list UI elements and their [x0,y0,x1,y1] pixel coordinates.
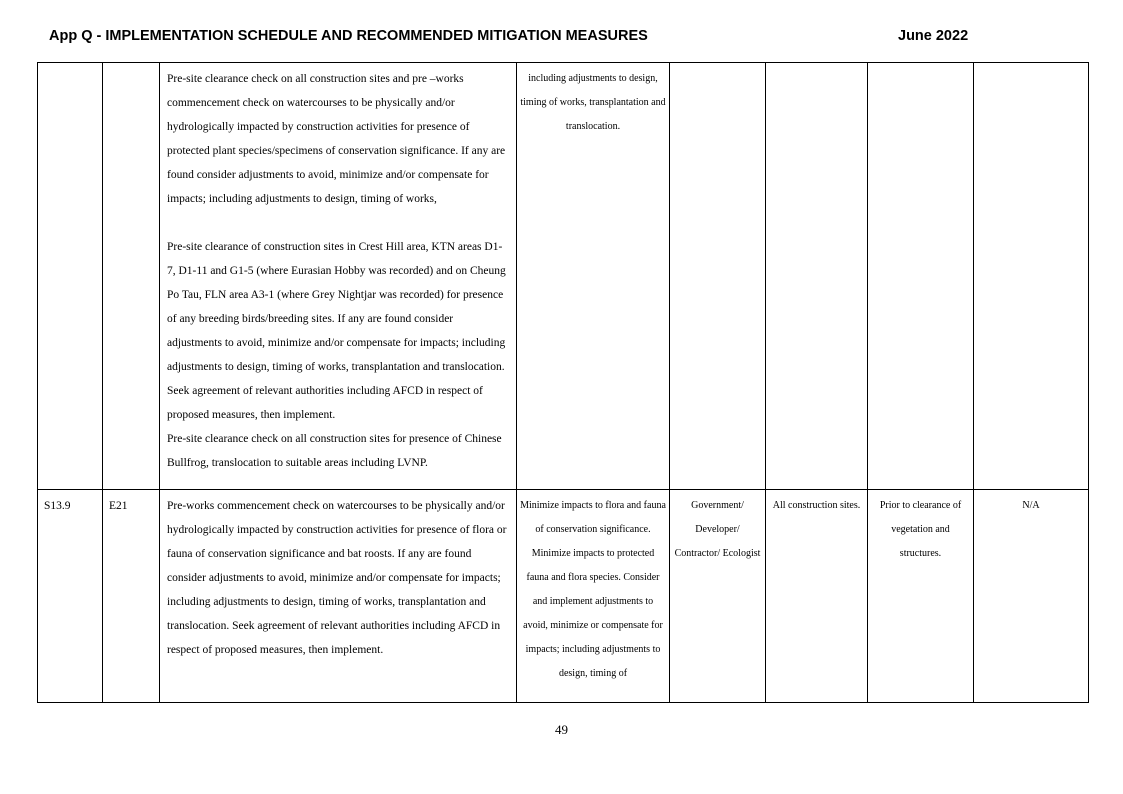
ref-cell: S13.9 [38,490,103,703]
requirements-cell [974,63,1089,490]
code-cell: E21 [103,490,160,703]
objective-cell: including adjustments to design, timing of works, transplantation and translocation. [517,63,670,490]
requirements-cell: N/A [974,490,1089,703]
timing-cell [868,63,974,490]
table-row [38,490,1089,703]
measures-cell [160,490,517,703]
measures-cell [160,63,517,490]
page-number: 49 [555,722,568,737]
code-cell [103,63,160,490]
location-cell: All construction sites. [766,490,868,703]
page-header-title: App Q - IMPLEMENTATION SCHEDULE AND RECOMMENDED MITIGATION MEASURES [49,28,648,44]
agent-cell: Government/ Developer/ Contractor/ Ecologist [670,490,766,703]
measure-paragraph: Pre-site clearance check on all construction sites for presence of Chinese Bullfrog, translocation to suitable areas including LVNP. [167,433,502,469]
agent-cell [670,63,766,490]
table-row [38,63,1089,490]
page-header-date: June 2022 [898,28,969,44]
mitigation-measures-table [37,62,1089,703]
objective-cell: Minimize impacts to flora and fauna of conservation significance. Minimize impacts to protected fauna and flora species. Consider and implement adjustments to avoid, minimize or compensate for impacts; including adjustments to design, timing of [517,490,670,703]
measure-paragraph: Pre-site clearance of construction sites in Crest Hill area, KTN areas D1-7, D1-11 and G1-5 (where Eurasian Hobby was recorded) and on Cheung Po Tau, FLN area A3-1 (where Grey Nightjar was recorded) for presence of any breeding birds/breeding sites. If any are found consider adjustments to avoid, minimize and/or compensate for impacts; including adjustments to design, timing of works, transplantation and translocation. Seek agreement of relevant authorities including AFCD in respect of proposed measures, then implement. [167,241,506,421]
measure-paragraph: Pre-site clearance check on all construction sites and pre –works commencement check on watercourses to be physically and/or hydrologically impacted by construction activities for presence of protected plant species/specimens of conservation significance. If any are found consider adjustments to avoid, minimize and/or compensate for impacts; including adjustments to design, timing of works, [167,73,506,205]
timing-cell: Prior to clearance of vegetation and structures. [868,490,974,703]
measure-paragraph: Pre-works commencement check on watercourses to be physically and/or hydrologically impacted by construction activities for presence of flora or fauna of conservation significance and bat roosts. If any are found consider adjustments to avoid, minimize and/or compensate for impacts; including adjustments to design, timing of works, transplantation and translocation. Seek agreement of relevant authorities including AFCD in respect of proposed measures, then implement. [167,500,507,656]
ref-cell [38,63,103,490]
location-cell [766,63,868,490]
